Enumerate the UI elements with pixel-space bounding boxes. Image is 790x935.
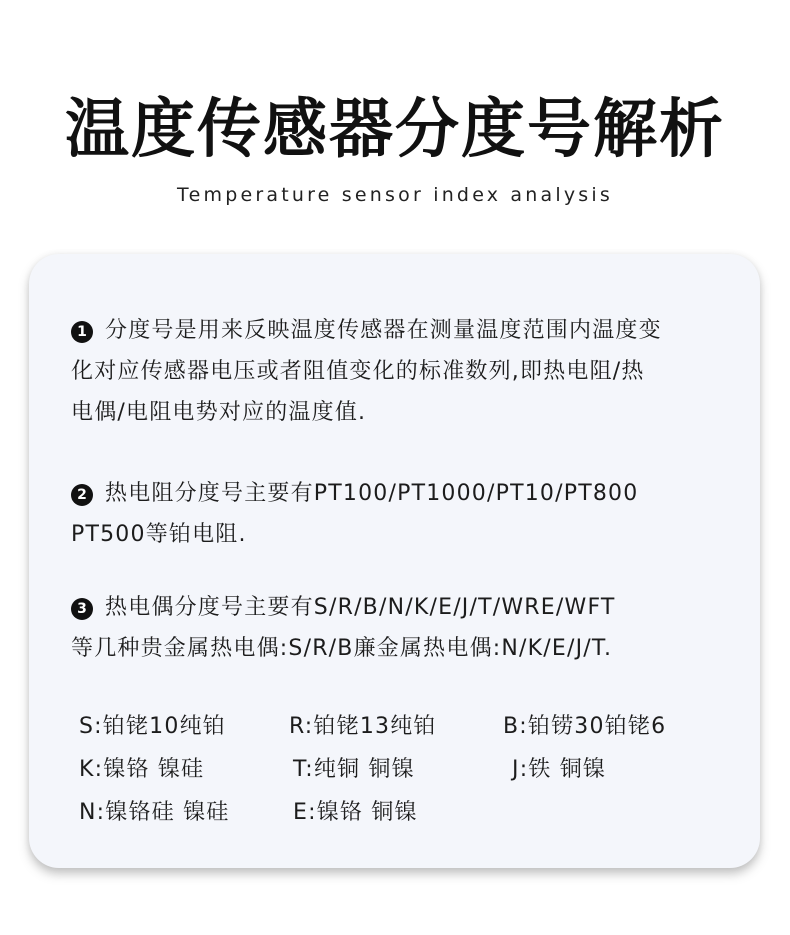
bullet-number-icon: 3: [71, 598, 93, 620]
paragraph-line: 化对应传感器电压或者阻值变化的标准数列,即热电阻/热: [71, 359, 645, 384]
paragraph-line: 等几种贵金属热电偶:S/R/B廉金属热电偶:N/K/E/J/T.: [71, 636, 613, 661]
paragraph-text: 分度号是用来反映温度传感器在测量温度范围内温度变: [105, 318, 662, 343]
paragraph-thermocouple-index: [71, 587, 731, 669]
page-title: 温度传感器分度号解析: [65, 93, 725, 167]
paragraph-line: PT500等铂电阻.: [71, 522, 247, 547]
paragraph-text: 热电阻分度号主要有PT100/PT1000/PT10/PT800: [105, 481, 639, 506]
paragraph-line: [71, 310, 731, 351]
paragraph-line: [71, 587, 731, 628]
paragraph-rtd-index: [71, 473, 731, 555]
type-item-t: T:纯铜 铜镍: [293, 757, 415, 782]
paragraph-text: 热电偶分度号主要有S/R/B/N/K/E/J/T/WRE/WFT: [105, 595, 616, 620]
type-item-b: B:铂铹30铂铑6: [503, 714, 667, 739]
page-subtitle: Temperature sensor index analysis: [177, 184, 613, 206]
paragraph-line: [71, 473, 731, 514]
type-item-n: N:镍铬硅 镍硅: [79, 800, 230, 825]
type-item-e: E:镍铬 铜镍: [293, 800, 418, 825]
type-item-r: R:铂铑13纯铂: [289, 714, 437, 739]
type-item-k: K:镍铬 镍硅: [79, 757, 205, 782]
paragraph-line: 电偶/电阻电势对应的温度值.: [71, 400, 367, 425]
type-item-j: J:铁 铜镍: [512, 757, 607, 782]
bullet-number-icon: 1: [71, 321, 93, 343]
paragraph-index-definition: [71, 310, 731, 433]
info-card: [29, 254, 760, 868]
type-item-s: S:铂铑10纯铂: [79, 714, 226, 739]
bullet-number-icon: 2: [71, 484, 93, 506]
